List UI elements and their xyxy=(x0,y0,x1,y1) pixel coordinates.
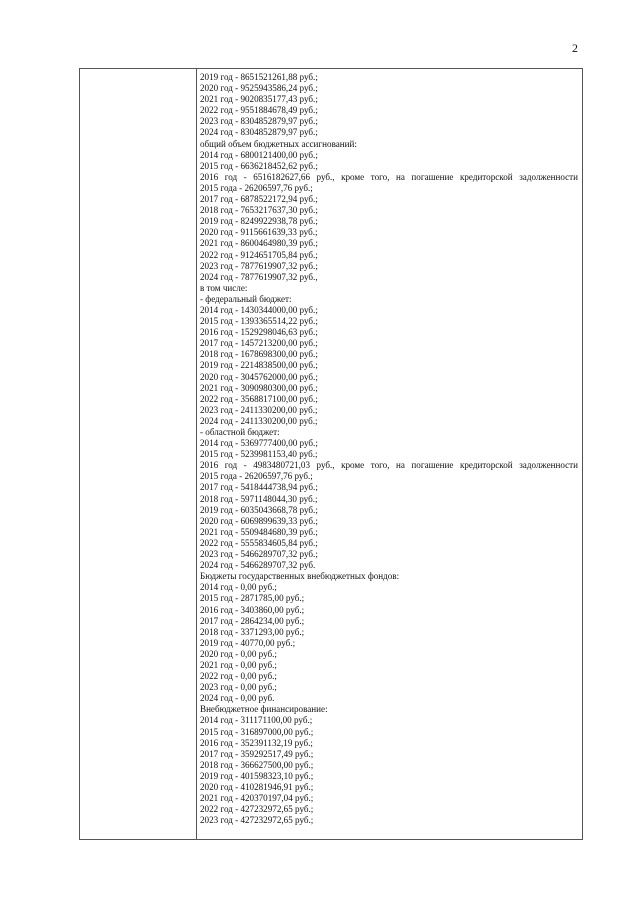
text-line: 2021 год - 8600464980,39 руб.; xyxy=(200,238,318,249)
text-line: Бюджеты государственных внебюджетных фондов: xyxy=(200,571,400,582)
text-line: 2016 год - 1529298046,63 руб.; xyxy=(200,327,318,338)
text-line: 2020 год - 9525943586,24 руб.; xyxy=(200,83,318,94)
text-line: - федеральный бюджет: xyxy=(200,293,292,304)
text-line: 2019 год - 40770,00 руб.; xyxy=(200,637,296,648)
text-line: 2015 год - 5239981153,40 руб.; xyxy=(200,449,318,460)
text-line: 2021 год - 3090980300,00 руб.; xyxy=(200,382,318,393)
text-line: 2022 год - 9124651705,84 руб.; xyxy=(200,249,318,260)
text-line: 2020 год - 9115661639,33 руб.; xyxy=(200,227,318,238)
text-line: 2019 год - 6035043668,78 руб.; xyxy=(200,504,318,515)
text-line: 2022 год - 427232972,65 руб.; xyxy=(200,804,314,815)
text-line: 2018 год - 1678698300,00 руб.; xyxy=(200,349,318,360)
text-line: 2023 год - 0,00 руб.; xyxy=(200,682,277,693)
text-line: 2014 год - 311171100,00 руб.; xyxy=(200,715,313,726)
column-divider xyxy=(196,68,197,840)
text-line: 2017 год - 359292517,49 руб.; xyxy=(200,748,314,759)
text-line: 2014 год - 0,00 руб.; xyxy=(200,582,277,593)
text-line: 2017 год - 6878522172,94 руб.; xyxy=(200,194,318,205)
text-line: 2022 год - 9551884678,49 руб.; xyxy=(200,105,318,116)
text-line: 2018 год - 3371293,00 руб.; xyxy=(200,626,305,637)
text-line: 2014 год - 6800121400,00 руб.; xyxy=(200,149,318,160)
text-line: 2022 год - 3568817100,00 руб.; xyxy=(200,393,318,404)
text-line: 2020 год - 6069899639,33 руб.; xyxy=(200,515,318,526)
text-line: 2020 год - 0,00 руб.; xyxy=(200,648,277,659)
text-line: 2015 год - 2871785,00 руб.; xyxy=(200,593,305,604)
text-line: 2016 год - 352391132,19 руб.; xyxy=(200,737,313,748)
text-line: 2015 года - 26206597,76 руб.; xyxy=(200,182,313,193)
text-line: 2015 год - 316897000,00 руб.; xyxy=(200,726,314,737)
text-line: 2021 год - 420370197,04 руб.; xyxy=(200,793,314,804)
text-line: 2015 года - 26206597,76 руб.; xyxy=(200,471,313,482)
text-line: 2014 год - 1430344000,00 руб.; xyxy=(200,304,318,315)
text-line: 2016 год - 4983480721,03 руб., кроме того, на погашение кредиторской задолженности xyxy=(200,460,578,471)
text-line: 2019 год - 2214838500,00 руб.; xyxy=(200,360,318,371)
text-line: 2021 год - 9020835177,43 руб.; xyxy=(200,94,318,105)
text-line: 2022 год - 5555834605,84 руб.; xyxy=(200,537,318,548)
text-line: 2019 год - 401598323,10 руб.; xyxy=(200,770,314,781)
text-line: 2022 год - 0,00 руб.; xyxy=(200,671,277,682)
text-line: 2023 год - 7877619907,32 руб.; xyxy=(200,260,318,271)
text-line: 2018 год - 366627500,00 руб.; xyxy=(200,759,314,770)
text-line: 2016 год - 6516182627,66 руб., кроме того, на погашение кредиторской задолженности xyxy=(200,171,578,182)
text-line: 2024 год - 0,00 руб. xyxy=(200,693,275,704)
text-line: Внебюджетное финансирование: xyxy=(200,704,328,715)
funding-text-cell xyxy=(200,72,578,826)
text-line: общий объем бюджетных ассигнований: xyxy=(200,138,357,149)
text-line: 2016 год - 3403860,00 руб.; xyxy=(200,604,305,615)
text-line: 2019 год - 8651521261,88 руб.; xyxy=(200,72,318,82)
text-line: 2017 год - 2864234,00 руб.; xyxy=(200,615,305,626)
text-line: 2019 год - 8249922938,78 руб.; xyxy=(200,216,318,227)
text-line: 2018 год - 7653217637,30 руб.; xyxy=(200,205,318,216)
text-line: 2015 год - 6636218452,62 руб.; xyxy=(200,160,318,171)
text-line: 2021 год - 5509484680,39 руб.; xyxy=(200,526,318,537)
text-line: 2018 год - 5971148044,30 руб.; xyxy=(200,493,318,504)
text-line: 2020 год - 3045762000,00 руб.; xyxy=(200,371,318,382)
text-line: 2024 год - 5466289707,32 руб. xyxy=(200,560,316,571)
text-line: 2024 год - 8304852879,97 руб.; xyxy=(200,127,318,138)
page-number: 2 xyxy=(572,41,578,55)
text-line: 2023 год - 2411330200,00 руб.; xyxy=(200,404,318,415)
text-line: 2015 год - 1393365514,22 руб.; xyxy=(200,316,318,327)
text-line: 2017 год - 5418444738,94 руб.; xyxy=(200,482,318,493)
text-line: 2023 год - 427232972,65 руб.; xyxy=(200,815,314,826)
text-line: 2017 год - 1457213200,00 руб.; xyxy=(200,338,318,349)
text-line: 2023 год - 5466289707,32 руб.; xyxy=(200,549,318,560)
text-line: 2021 год - 0,00 руб.; xyxy=(200,659,277,670)
text-line: 2020 год - 410281946,91 руб.; xyxy=(200,782,314,792)
text-line: 2024 год - 2411330200,00 руб.; xyxy=(200,415,318,426)
text-line: в том числе: xyxy=(200,282,248,293)
text-line: 2024 год - 7877619907,32 руб., xyxy=(200,271,318,282)
text-line: 2023 год - 8304852879,97 руб.; xyxy=(200,116,318,127)
text-line: - областной бюджет: xyxy=(200,427,280,437)
text-line: 2014 год - 5369777400,00 руб.; xyxy=(200,438,318,449)
